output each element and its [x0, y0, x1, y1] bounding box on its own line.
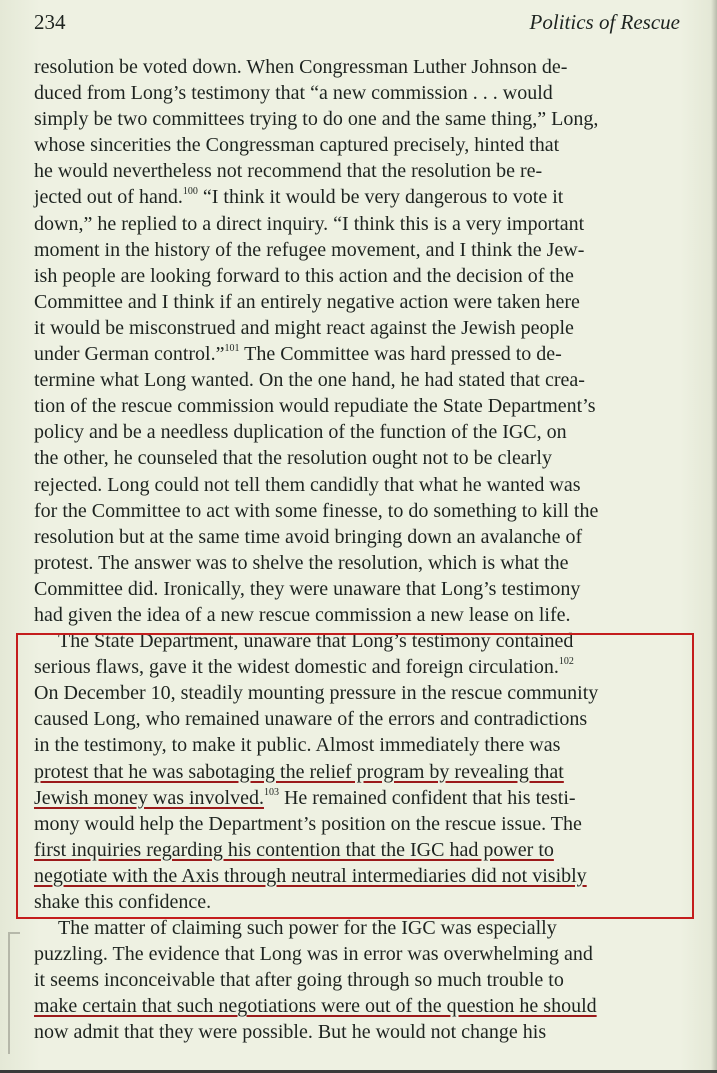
- text-line: it seems inconceivable that after going through so much trouble to: [34, 969, 564, 992]
- page-edge-shadow: [711, 0, 717, 1073]
- text-line: policy and be a needless duplication of the function of the IGC, on: [34, 421, 567, 444]
- text-line: duced from Long’s testimony that “a new commission . . . would: [34, 82, 553, 105]
- text-line: jected out of hand.$^{100}$ “I think it would be very dangerous to vote it: [34, 186, 564, 209]
- text-line: for the Committee to act with some finesse, to do something to kill the: [34, 499, 599, 522]
- text-line: resolution but at the same time avoid bringing down an avalanche of: [34, 525, 583, 548]
- text-line: On December 10, steadily mounting pressure in the rescue community: [34, 682, 599, 705]
- text-line: under German control.”$^{101}$ The Committee was hard pressed to de-: [34, 343, 562, 366]
- highlight-box: [16, 633, 694, 919]
- text-line: resolution be voted down. When Congressman Luther Johnson de-: [34, 56, 568, 78]
- text-line: down,” he replied to a direct inquiry. “I think this is a very important: [34, 212, 585, 235]
- footnote-ref: 101: [224, 343, 240, 355]
- text-line: caused Long, who remained unaware of the errors and contradictions: [34, 708, 588, 731]
- underlined-passage: first inquiries regarding his contention that the IGC had power to: [34, 838, 554, 861]
- page-header: [34, 10, 680, 36]
- text-line: he would nevertheless not recommend that the resolution be re-: [34, 160, 543, 183]
- text-line: puzzling. The evidence that Long was in error was overwhelming and: [34, 943, 593, 966]
- text-line: now admit that they were possible. But he would not change his: [34, 1021, 547, 1044]
- text-line: termine what Long wanted. On the one hand, he had stated that crea-: [34, 369, 585, 392]
- underlined-passage: negotiate with the Axis through neutral intermediaries did not visibly: [34, 864, 587, 887]
- text-line: it would be misconstrued and might react against the Jewish people: [34, 316, 574, 339]
- text-line: rejected. Long could not tell them candidly that what he wanted was: [34, 473, 581, 496]
- text-line: whose sincerities the Congressman captured precisely, hinted that: [34, 134, 560, 157]
- running-head: Politics of Rescue: [529, 10, 680, 34]
- margin-bracket: [8, 932, 20, 1054]
- text-line: simply be two committees trying to do one and the same thing,” Long,: [34, 108, 599, 131]
- footnote-ref: 100: [182, 186, 198, 198]
- text-line: Committee and I think if an entirely negative action were taken here: [34, 290, 580, 313]
- text-line: shake this confidence.: [34, 891, 212, 913]
- text-line: had given the idea of a new rescue commission a new lease on life.: [34, 603, 571, 626]
- text-line: Committee did. Ironically, they were unaware that Long’s testimony: [34, 577, 581, 600]
- text-line: protest. The answer was to shelve the resolution, which is what the: [34, 551, 569, 574]
- text-line: [34, 993, 680, 1019]
- text-line: The State Department, unaware that Long’s testimony contained: [58, 630, 574, 653]
- text-line: moment in the history of the refugee movement, and I think the Jew-: [34, 238, 585, 261]
- underlined-passage: make certain that such negotiations were out of the question he should: [34, 995, 597, 1018]
- page-number: 234: [34, 10, 66, 34]
- text-line: mony would help the Department’s position on the rescue issue. The: [34, 812, 582, 835]
- text-line: serious flaws, gave it the widest domestic and foreign circulation.$^{102}$: [34, 656, 574, 679]
- text-line: The matter of claiming such power for the IGC was especially: [58, 917, 557, 940]
- footnote-ref: 102: [558, 656, 574, 668]
- underlined-passage: protest that he was sabotaging the relief program by revealing that: [34, 760, 564, 783]
- text-line: in the testimony, to make it public. Almost immediately there was: [34, 734, 561, 757]
- underlined-passage: Jewish money was involved.: [34, 786, 264, 809]
- text-line: Jewish money was involved.$^{103}$ He remained confident that his testi-: [34, 786, 576, 809]
- text-line: ish people are looking forward to this action and the decision of the: [34, 264, 574, 287]
- text-line: tion of the rescue commission would repudiate the State Department’s: [34, 395, 596, 418]
- footnote-ref: 103: [263, 786, 279, 798]
- text-line: the other, he counseled that the resolution ought not to be clearly: [34, 447, 552, 470]
